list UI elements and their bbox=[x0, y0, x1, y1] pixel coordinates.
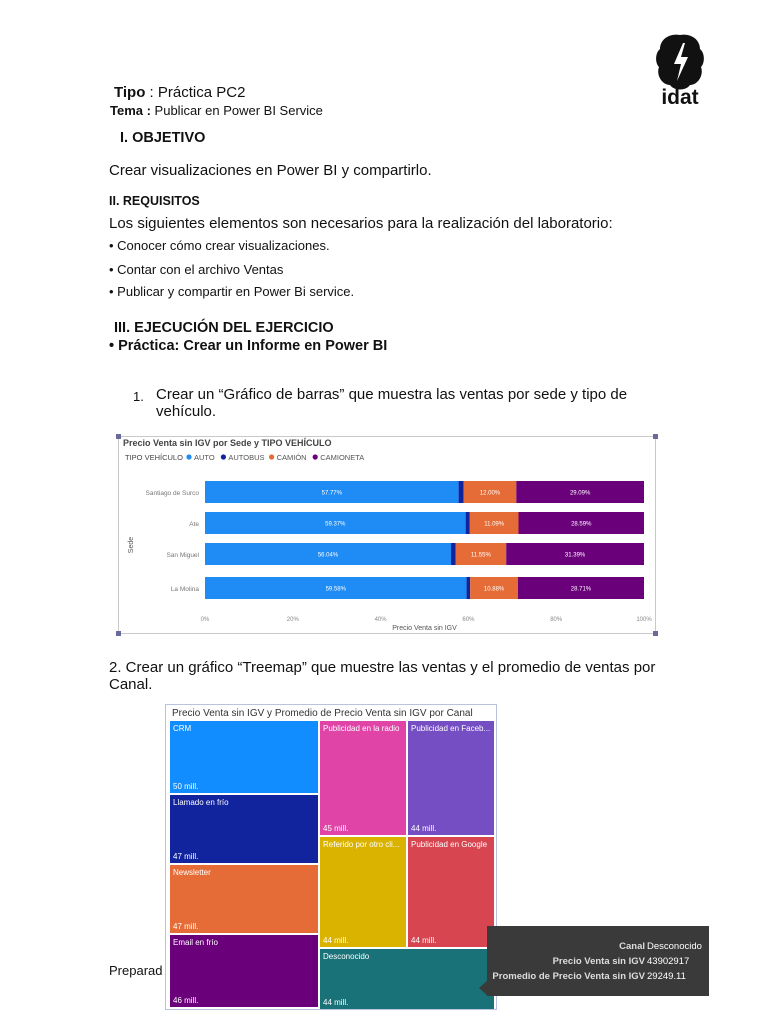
tile-value: 44 mill. bbox=[323, 998, 349, 1007]
bar-chart-svg bbox=[119, 437, 655, 633]
tile-label: Referido por otro cli... bbox=[323, 840, 400, 849]
y-axis-label: Sede bbox=[128, 536, 135, 554]
tooltip-key: Promedio de Precio Venta sin IGV bbox=[492, 971, 645, 982]
bar-segment bbox=[451, 543, 455, 565]
tooltip-key: Canal bbox=[619, 941, 645, 952]
data-label: 10.88% bbox=[483, 586, 505, 593]
tooltip-value: 43902917 bbox=[647, 956, 690, 967]
data-label: 11.55% bbox=[470, 552, 491, 559]
treemap-tile[interactable] bbox=[170, 865, 320, 935]
treemap-tile[interactable] bbox=[408, 837, 496, 949]
requisitos-heading: II. REQUISITOS bbox=[109, 194, 200, 208]
legend-item: CAMIÓN bbox=[276, 453, 307, 462]
data-label: 59.58% bbox=[325, 586, 346, 593]
data-label: 59.37% bbox=[325, 521, 346, 528]
tile-value: 44 mill. bbox=[411, 824, 437, 833]
step1-line1: Crear un “Gráfico de barras” que muestra las ventas por sede y tipo de bbox=[156, 386, 628, 403]
tile-label: Llamado en frío bbox=[173, 798, 229, 807]
step1-line2: vehículo. bbox=[156, 403, 217, 420]
footer-text: Preparad bbox=[109, 963, 163, 978]
legend-marker bbox=[269, 454, 274, 459]
data-label: 11.09% bbox=[484, 521, 505, 528]
x-tick-label: 60% bbox=[462, 617, 475, 623]
x-tick-label: 40% bbox=[374, 617, 387, 623]
bar-segment bbox=[467, 577, 471, 599]
tile-value: 47 mill. bbox=[173, 922, 199, 931]
bar-segment bbox=[459, 481, 464, 503]
treemap-tile[interactable] bbox=[408, 721, 496, 837]
objetivo-text: Crear visualizaciones en Power BI y compartirlo. bbox=[109, 162, 432, 179]
data-label: 57.77% bbox=[321, 490, 342, 497]
legend-marker bbox=[186, 454, 191, 459]
tile-label: Publicidad en Google bbox=[411, 840, 488, 849]
chart-handle bbox=[653, 631, 658, 636]
tile-label: Email en frío bbox=[173, 938, 218, 947]
requisitos-intro: Los siguientes elementos son necesarios para la realización del laboratorio: bbox=[109, 215, 613, 232]
treemap-title: Precio Venta sin IGV y Promedio de Precio Venta sin IGV por Canal bbox=[172, 708, 473, 719]
step2-line2: Canal. bbox=[109, 676, 153, 693]
logo-text: idat bbox=[661, 86, 699, 109]
bar-chart-screenshot bbox=[118, 436, 656, 634]
step2-line1: 2. Crear un gráfico “Treemap” que muestre las ventas y el promedio de ventas por bbox=[109, 659, 656, 676]
tipo-value: : Práctica PC2 bbox=[145, 84, 246, 101]
tile-value: 47 mill. bbox=[173, 852, 199, 861]
tile-value: 50 mill. bbox=[173, 782, 199, 791]
chart-handle bbox=[653, 434, 658, 439]
category-label: Ate bbox=[189, 521, 199, 528]
tema-value: Publicar en Power BI Service bbox=[150, 103, 323, 118]
practica-subheading: • Práctica: Crear un Informe en Power BI bbox=[109, 338, 388, 354]
tile-label: Publicidad en la radio bbox=[323, 724, 400, 733]
tooltip-value: Desconocido bbox=[647, 941, 702, 952]
tooltip-value: 29249.11 bbox=[647, 971, 686, 982]
treemap-screenshot bbox=[165, 704, 497, 1010]
bar-segment bbox=[466, 512, 470, 534]
chart-title: Precio Venta sin IGV por Sede y TIPO VEHÍCULO bbox=[123, 438, 332, 448]
objetivo-heading: I. OBJETIVO bbox=[120, 130, 206, 146]
data-label: 12.00% bbox=[479, 490, 501, 497]
treemap-tile[interactable] bbox=[320, 837, 408, 949]
requisito-item: • Contar con el archivo Ventas bbox=[109, 262, 284, 277]
data-label: 56.04% bbox=[317, 552, 339, 559]
data-label: 28.59% bbox=[571, 521, 592, 528]
tile-value: 44 mill. bbox=[323, 936, 349, 945]
x-tick-label: 80% bbox=[550, 617, 563, 623]
chart-handle bbox=[116, 434, 121, 439]
tile-label: CRM bbox=[173, 724, 192, 733]
legend-marker bbox=[313, 454, 318, 459]
data-label: 28.71% bbox=[570, 586, 592, 593]
treemap-tile[interactable] bbox=[320, 949, 496, 1010]
x-tick-label: 100% bbox=[636, 617, 652, 623]
tile-value: 46 mill. bbox=[173, 996, 199, 1005]
tema-label: Tema : bbox=[110, 103, 151, 118]
tipo-line bbox=[114, 84, 245, 101]
tile-label: Newsletter bbox=[173, 868, 211, 877]
treemap-tooltip bbox=[487, 926, 709, 996]
requisito-item: • Conocer cómo crear visualizaciones. bbox=[109, 238, 330, 253]
legend-item: CAMIONETA bbox=[320, 453, 365, 462]
tooltip-row bbox=[487, 971, 709, 985]
step1-number: 1. bbox=[133, 389, 144, 404]
x-tick-label: 0% bbox=[200, 617, 210, 623]
data-label: 29.09% bbox=[569, 490, 591, 497]
tile-label: Publicidad en Faceb... bbox=[411, 724, 491, 733]
tooltip-row bbox=[487, 956, 709, 970]
tooltip-key: Precio Venta sin IGV bbox=[552, 956, 645, 967]
requisito-item: • Publicar y compartir en Power Bi service. bbox=[109, 284, 355, 299]
category-label: Santiago de Surco bbox=[145, 490, 199, 497]
x-axis-label: Precio Venta sin IGV bbox=[392, 625, 457, 632]
tile-label: Desconocido bbox=[323, 952, 370, 961]
tile-value: 45 mill. bbox=[323, 824, 349, 833]
treemap-tile[interactable] bbox=[170, 935, 320, 1009]
category-label: La Molina bbox=[170, 586, 199, 593]
treemap-tile[interactable] bbox=[170, 721, 320, 795]
tema-line bbox=[110, 103, 323, 118]
legend-marker bbox=[221, 454, 226, 459]
tipo-label: Tipo bbox=[114, 84, 146, 101]
ejecucion-heading: III. EJECUCIÓN DEL EJERCICIO bbox=[114, 320, 334, 336]
data-label: 31.39% bbox=[564, 552, 586, 559]
tile-value: 44 mill. bbox=[411, 936, 437, 945]
treemap-tile[interactable] bbox=[170, 795, 320, 865]
legend-item: AUTO bbox=[194, 453, 215, 462]
x-tick-label: 20% bbox=[286, 617, 299, 623]
category-label: San Miguel bbox=[166, 552, 199, 559]
tooltip-row bbox=[487, 941, 709, 955]
legend-title: TIPO VEHÍCULO bbox=[125, 453, 183, 462]
chart-handle bbox=[116, 631, 121, 636]
legend-item: AUTOBUS bbox=[228, 453, 265, 462]
treemap-tile[interactable] bbox=[320, 721, 408, 837]
